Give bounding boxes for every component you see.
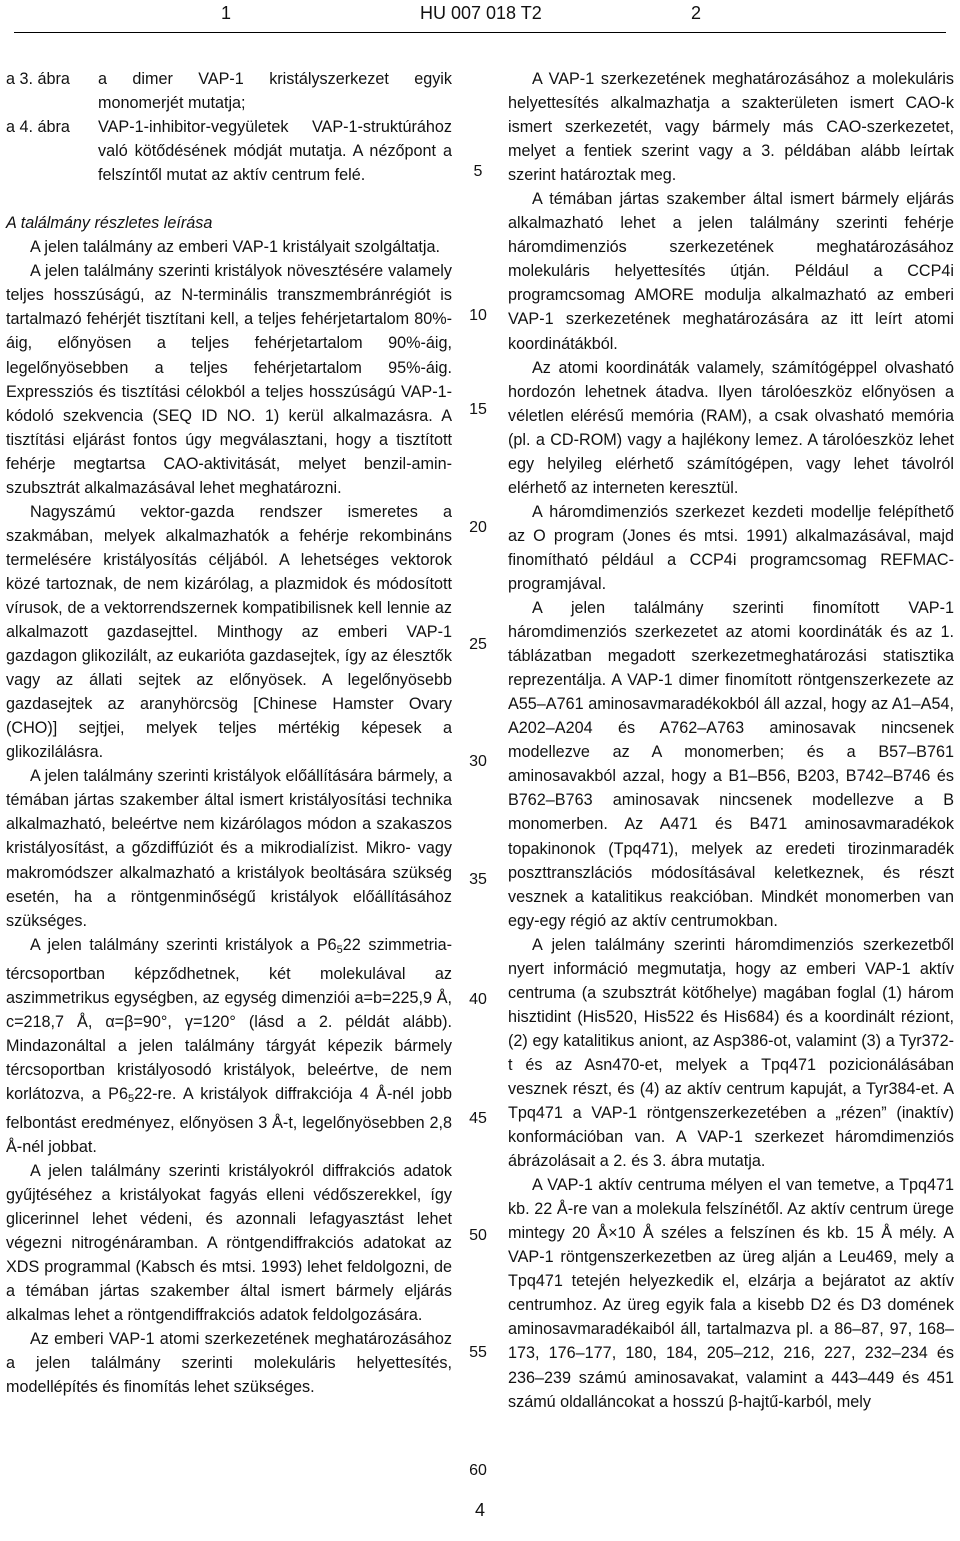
line-number: 10 <box>469 307 487 324</box>
paragraph: A jelen találmány szerinti kristályok növesztésére valamely teljes hosszúságú, az N-terminális transzmembránrégiót is tartalmazó fehérjét tisztítani kell, a teljes fehérjetartalom 80%-áig, előnyösen a teljes fehérjetartalom 90%-áig, legelőnyösebben a teljes fehérjetartalom 95%-áig. Expressziós és tisztítási célokból a teljes hosszúságú VAP-1-kódoló szekvencia (SEQ ID NO. 1) kerül alkalmazásra. A tisztítási eljárást fontos úgy megválasztani, hogy a tisztított fehérje megtartsa CAO-aktivitását, melyet benzil-amin-szubsztrát alkalmazásával lehet meghatározni. <box>6 262 452 497</box>
subscript: 5 <box>127 1092 135 1105</box>
paragraph: A jelen találmány szerinti finomított VAP-1 háromdimenziós szerkezetet az atomi koordináták és az 1. táblázatban megadott szerkezetmeghatározási statisztika reprezentálja. A VAP-1 dimer finomított röntgenszerkezete az A55–A761 aminosavmaradékokból áll azzal, hogy az A1–A54, A202–A204 és A762–A763 aminosavak nincsenek modellezve az A monomerben; és a B57–B761 aminosavakból azzal, hogy a B1–B56, B203, B742–B746 és B762–B763 aminosavak nincsenek modellezve a B monomerben. Az A471 és B471 aminosavmaradékok topakinonok (Tpq471), melyek az eredeti tirozinmaradék poszttranszlációs módosításával keletkeznek, és részt vesznek a katalitikus reakcióban. Mindkét monomerben van egy-egy régió az aktív centrumokban. <box>508 599 954 930</box>
header-rule <box>14 32 946 33</box>
paragraph: A VAP-1 szerkezetének meghatározásához a molekuláris helyettesítés alkalmazhatja a szakterületen ismert CAO-k ismert szerkezetét, vagy bármely más CAO-szerkezetet, melyet a fentiek szerint vagy a 3. példában alább leírtak szerint határoztak meg. <box>508 70 954 185</box>
paragraph: Az emberi VAP-1 atomi szerkezetének meghatározásához a jelen találmány szerinti molekuláris helyettesítés, modellépítés és finomítás lehet szükséges. <box>6 1330 452 1397</box>
paragraph: A VAP-1 aktív centruma mélyen el van temetve, a Tpq471 kb. 22 Å-re van a molekula felszínétől. Az aktív centrum ürege mintegy 20 Å×10 Å széles a felszínen és kb. 15 Å mély. A VAP-1 röntgenszerkezetben az üreg alján a Leu469, mely a Tpq471 tetején helyezkedik el, elzárja a bejáratot az aktív centrumhoz. Az üreg egyik fala a kisebb D2 és D3 domének aminosavmaradékaiból áll, tartalmazva pl. a 86–87, 97, 168–173, 176–177, 180, 184, 205–212, 216, 227, 232–234 és 236–239 számú aminosavakat, valamint a 443–449 és 451 számú oldalláncokat a hosszú β-hajtű-karból, mely <box>508 1176 954 1411</box>
line-number: 15 <box>469 401 487 418</box>
line-number: 35 <box>469 871 487 888</box>
footer-page-number: 4 <box>474 1500 485 1520</box>
text-run: 22-re. A kristályok diffrakciója 4 Å-nél jobb felbontást eredményez, előnyösen 3 Å-t, legelőnyösebben 2,8 Å-nél jobbat. <box>6 1084 452 1157</box>
paragraph: Nagyszámú vektor-gazda rendszer ismeretes a szakmában, melyek alkalmazhatók a fehérje rekombináns termelésére kristályosítás céljából. A lehetséges vektorok közé tartoznak, de nem kizárólag, a plazmidok és módosított vírusok, de a vektorrendszernek kompatibilisnek kell lennie az alkalmazott gazdasejttel. Minthogy az emberi VAP-1 gazdagon glikozilált, az eukarióta gazdasejtek, így az élesztők vagy az állati sejtek az előnyösek. A legelőnyösebb gazdasejtek az aranyhörcsög [Chinese Hamster Ovary (CHO)] sejtjei, melyek teljes mértékig képesek a glikozilálásra. <box>6 502 452 762</box>
paragraph-space-group <box>6 933 452 1159</box>
line-number: 40 <box>469 991 487 1008</box>
paragraph: A jelen találmány az emberi VAP-1 kristályait szolgáltatja. <box>30 238 440 257</box>
header-patent-number: HU 007 018 T2 <box>420 3 542 23</box>
figure-3-description <box>6 67 452 115</box>
header-right-page-number: 2 <box>691 3 702 23</box>
text-run: 22 szimmetria-tércsoportban képződhetnek, két molekulával az aszimmetrikus egységben, az egység dimenziói a=b=225,9 Å, c=218,7 Å, α=β=90°, γ=120° (lásd a 2. példát alább). Mindazonáltal a jelen találmány tárgyát képezik bármely tércsoportban kristályosodó kristályok, beleértve, de nem korlátozva, a P6 <box>6 935 453 1103</box>
paragraph: A háromdimenziós szerkezet kezdeti modellje felépíthető az O program (Jones és mtsi. 1991) alkalmazásával, majd finomítható például a CCP4i programcsomag REFMAC-programjával. <box>508 502 954 593</box>
subscript: 5 <box>336 943 343 956</box>
line-number: 20 <box>469 519 487 536</box>
section-heading: A találmány részletes leírása <box>6 214 213 233</box>
line-number: 30 <box>469 753 487 770</box>
figure-4-label: a 4. ábra <box>6 118 70 137</box>
line-number: 60 <box>469 1462 487 1479</box>
figure-3-text: a dimer VAP-1 kristályszerkezet egyik monomerjét mutatja; <box>98 70 452 113</box>
paragraph: A témában jártas szakember által ismert bármely eljárás alkalmazható lehet a jelen találmány szerinti fehérje háromdimenziós szerkezetének meghatározásához molekuláris helyettesítés útján. Például a CCP4i programcsomag AMORE modulja alkalmazható az emberi VAP-1 szerkezetének meghatározására az itt leírt atomi koordinátákból. <box>508 190 954 353</box>
paragraph: A jelen találmány szerinti kristályokról diffrakciós adatok gyűjtéséhez a kristályokat fagyás elleni védőszerekkel, így glicerinnel lehet védeni, és azonnali lefagyasztást lehet végezni nitrogénáramban. A röntgendiffrakciós adatokat az XDS programmal (Kabsch és mtsi. 1993) lehet feldolgozni, de a témában jártas szakember által ismert bármely eljárás alkalmas lehet a röntgendiffrakciós adatok feldolgozására. <box>6 1162 452 1325</box>
paragraph: Az atomi koordináták valamely, számítógéppel olvasható hordozón lehetnek átadva. Ilyen tárolóeszköz előnyösen a véletlen elérésű memória (RAM), a csak olvasható memória (pl. a CD-ROM) vagy a hajlékony lemez. A tárolóeszköz lehet egy helyileg elérhető számítógépen, vagy lehet távolról elérhető az interneten keresztül. <box>508 358 954 497</box>
text-run: A jelen találmány szerinti kristályok a P6 <box>30 935 337 954</box>
figure-4-text: VAP-1-inhibitor-vegyületek VAP-1-struktúrához való kötődésének módját mutatja. A nézőpont a felszíntől mutat az aktív centrum felé. <box>98 118 452 185</box>
figure-4-description <box>6 115 452 187</box>
left-column <box>6 67 452 1400</box>
line-number: 5 <box>473 163 483 180</box>
figure-3-label: a 3. ábra <box>6 70 70 88</box>
line-number: 45 <box>469 1110 487 1127</box>
paragraph: A jelen találmány szerinti kristályok előállítására bármely, a témában jártas szakember által ismert kristályosítási technika alkalmazható, beleértve nem kizárólagos módon a szakaszos kristályosítást, a gőzdiffúziót és a mikrodialízist. Mikro- vagy makromódszer alkalmazható a kristályok beoltására szükség esetén, ha a röntgenminőségű kristályok előállításához szükséges. <box>6 767 452 930</box>
line-number: 50 <box>469 1227 487 1244</box>
line-number: 25 <box>469 636 487 653</box>
paragraph: A jelen találmány szerinti háromdimenziós szerkezetből nyert információ megmutatja, hogy az emberi VAP-1 aktív centruma (a szubsztrát kötőhelye) magában foglal (1) három hisztidint (His520, His522 és His684) és a koordinált réziont, (2) egy katalitikus aniont, az Asp386-ot, valamint (3) a Tyr372-t és az Asn470-et, melyek a Tpq471 pozicionálásában vesznek részt, és (4) az aktív centrum kapuját, a Tyr384-et. A Tpq471 a VAP-1 röntgenszerkezetében a „rézen” (inaktív) konformációban van. A VAP-1 szerkezet háromdimenziós ábrázolásait a 2. és 3. ábra mutatja. <box>508 935 954 1171</box>
header-left-page-number: 1 <box>221 3 232 23</box>
right-column <box>508 67 954 1414</box>
line-number: 55 <box>469 1344 487 1361</box>
